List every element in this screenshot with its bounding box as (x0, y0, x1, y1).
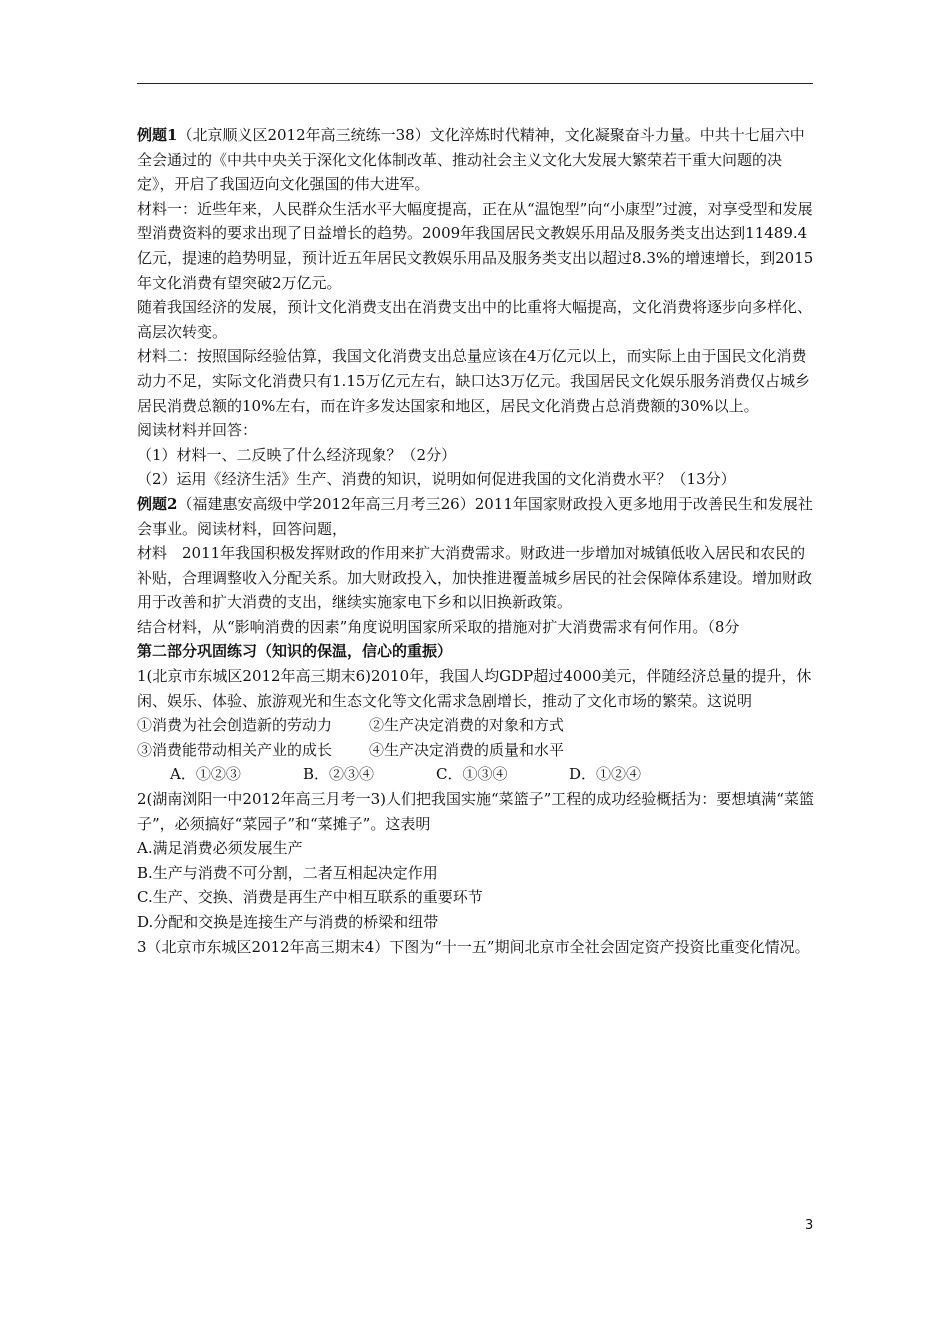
part2-title: 第二部分巩固练习（知识的保温，信心的重振） (137, 642, 453, 661)
question1-options-row2 (137, 738, 817, 763)
example2-material: 材料 2011年我国积极发挥财政的作用来扩大消费需求。财政进一步增加对城镇低收入居民和农民的补贴，合理调整收入分配关系。加大财政投入，加快推进覆盖城乡居民的社会保障体系建设。增加财政用于改善和扩大消费的支出，继续实施家电下乡和以旧换新政策。 (137, 544, 813, 612)
example1-material1: 材料一：近些年来，人民群众生活水平大幅度提高，正在从“温饱型”向“小康型”过渡，对享受型和发展型消费资料的要求出现了日益增长的趋势。2009年我国居民文教娱乐用品及服务类支出达到11489.4亿元，提速的趋势明显，预计近五年居民文教娱乐用品及服务类支出以超过8.3%的增速增长，到2015年文化消费有望突破2万亿元。 (137, 199, 814, 292)
example2-question: 结合材料，从“影响消费的因素”角度说明国家所采取的措施对扩大消费需求有何作用。（8分 (137, 617, 740, 636)
question1-options-row1 (137, 713, 817, 738)
question1-option2: ②生产决定消费的对象和方式 (369, 716, 565, 735)
example2-intro (137, 492, 817, 541)
example1-read-prompt: 阅读材料并回答： (137, 421, 258, 440)
example1-intro (137, 123, 817, 197)
question1-answer-d: D．①②④ (569, 765, 642, 784)
question1-stem: 1(北京市东城区2012年高三期末6)2010年，我国人均GDP超过4000美元，伴随经济总量的提升，休闲、娱乐、体验、旅游观光和生态文化等文化需求急剧增长，推动了文化市场的繁荣。这说明 (137, 667, 812, 710)
example1-question2: （2）运用《经济生活》生产、消费的知识，说明如何促进我国的文化消费水平？（13分） (137, 470, 736, 489)
page-body (137, 123, 817, 959)
question2-option-a: A.满足消费必须发展生产 (137, 839, 303, 858)
example2-text: （福建惠安高级中学2012年高三月考三26）2011年国家财政投入更多地用于改善民生和发展社会事业。阅读材料，回答问题， (137, 494, 813, 538)
question2-option-c: C.生产、交换、消费是再生产中相互联系的重要环节 (137, 888, 483, 907)
question1-answers (137, 762, 817, 787)
example1-material2: 材料二：按照国际经验估算，我国文化消费支出总量应该在4万亿元以上，而实际上由于国民文化消费动力不足，实际文化消费只有1.15万亿元左右，缺口达3万亿元。我国居民文化娱乐服务消费仅占城乡居民消费总额的10%左右，而在许多发达国家和地区，居民文化消费占总消费额的30%以上。 (137, 347, 810, 415)
example1-text: （北京顺义区2012年高三统练一38）文化淬炼时代精神，文化凝聚奋斗力量。中共十七届六中全会通过的《中共中央关于深化文化体制改革、推动社会主义文化大发展大繁荣若干重大问题的决定》，开启了我国迈向文化强国的伟大进军。 (137, 126, 805, 194)
question1-answer-c: C．①③④ (436, 765, 508, 784)
example1-material1-cont: 随着我国经济的发展，预计文化消费支出在消费支出中的比重将大幅提高，文化消费将逐步向多样化、高层次转变。 (137, 298, 813, 341)
question3-stem: 3（北京市东城区2012年高三期末4）下图为“十一五”期间北京市全社会固定资产投资比重变化情况。 (137, 937, 810, 956)
header-rule (137, 83, 813, 84)
question1-answer-b: B．②③④ (303, 765, 375, 784)
example1-label: 例题1 (137, 126, 178, 144)
page-number: 3 (805, 1218, 814, 1233)
example1-question1: （1）材料一、二反映了什么经济现象？（2分） (137, 445, 457, 464)
question2-stem: 2(湖南浏阳一中2012年高三月考一3)人们把我国实施“菜篮子”工程的成功经验概括为：要想填满“菜篮子”，必须搞好“菜园子”和“菜摊子”。这表明 (137, 790, 814, 833)
question2-option-b: B.生产与消费不可分割，二者互相起决定作用 (137, 863, 438, 882)
question1-option4: ④生产决定消费的质量和水平 (369, 740, 565, 759)
example2-label: 例题2 (137, 494, 178, 513)
question1-option1: ①消费为社会创造新的劳动力 (137, 716, 333, 735)
question1-option3: ③消费能带动相关产业的成长 (137, 740, 333, 759)
question2-option-d: D.分配和交换是连接生产与消费的桥梁和纽带 (137, 913, 439, 931)
question1-answer-a: A．①②③ (170, 765, 241, 784)
